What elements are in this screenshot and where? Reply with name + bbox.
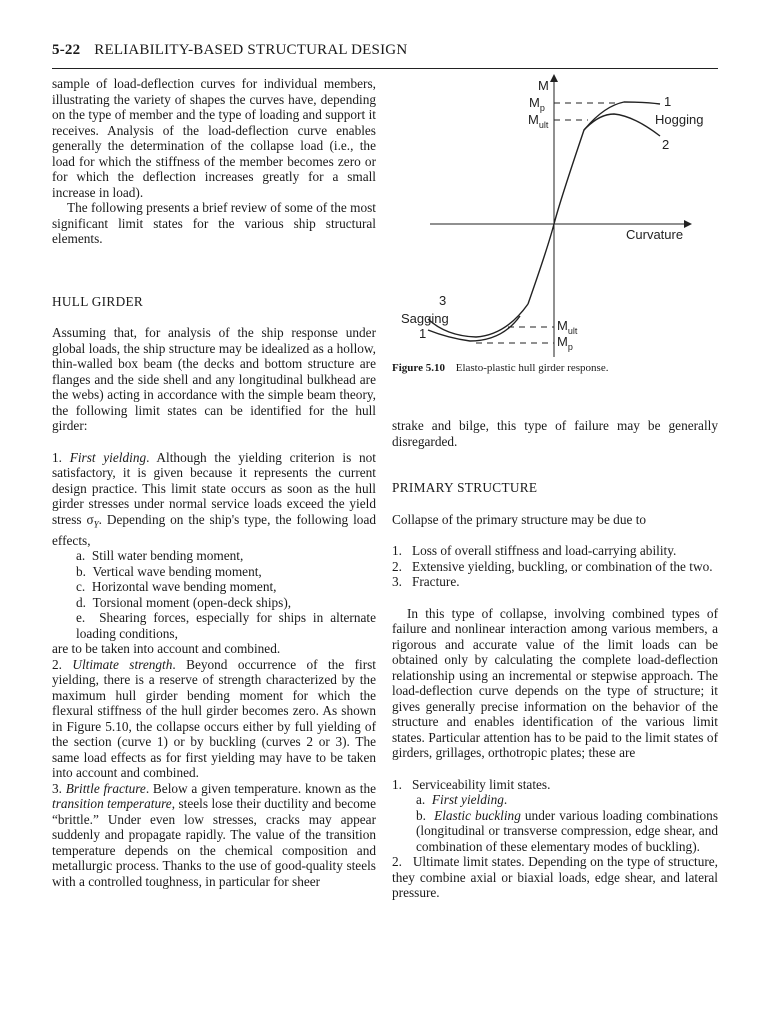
left-column	[52, 76, 376, 889]
collapse-cause-item: 3. Fracture.	[392, 574, 460, 589]
caption-text: Elasto-plastic hull girder response.	[455, 362, 609, 374]
first-yielding-subitem: a. First yielding.	[416, 792, 508, 807]
collapse-cause-item: 1. Loss of overall stiffness and load-carrying ability.	[392, 543, 677, 558]
curve-3-label: 3	[439, 293, 447, 308]
curve-1-hogging	[528, 102, 660, 304]
primary-structure-heading: PRIMARY STRUCTURE	[392, 480, 538, 495]
hull-girder-heading: HULL GIRDER	[52, 293, 144, 309]
mult-label: $M_{ult}$	[528, 112, 549, 130]
load-effect-item: a. Still water bending moment,	[76, 548, 244, 564]
hull-girder-paragraph: Assuming that, for analysis of the ship response under global loads, the ship structure may be idealized as a hollow, thin-walled box beam (the decks and bottom structure are flanges and the side shell and any longitudinal bulkhead are the webs) acting in accordance with the simple beam theory, the following limit states can be identified for the hull girder:	[52, 325, 376, 433]
combined-failure-paragraph: In this type of collapse, involving combined types of failure and nonlinear interaction among various members, a rigorous and accurate value of the limit loads can be obtained only by calculating the complete load-deflection relationship using an incremental or stepwise approach. The load-deflection curve depends on the type of structure; it gives generally precise information on the behavior of the structure and enables identification of the various limit states. Particular attention has to be paid to the limit states of girders, grillages, orthotropic plates; these are	[392, 605, 718, 760]
caption-label: Figure 5.10	[392, 362, 445, 374]
page-header	[52, 42, 718, 69]
collapse-cause-item: 2. Extensive yielding, buckling, or combination of the two.	[392, 558, 713, 574]
load-effects-end: are to be taken into account and combined.	[52, 641, 281, 657]
ultimate-limit-item: 2. Ultimate limit states. Depending on the type of structure, they combine axial or biaxial loads, edge shear, and lateral pressure.	[392, 854, 718, 900]
collapse-intro: Collapse of the primary structure may be due to	[392, 511, 647, 527]
ultimate-strength-item: 2. Ultimate strength. Beyond occurrence of the first yielding, there is a reserve of strength characterized by the maximum hull girder bending moment for which the flexural stiffness of the hull girder becomes zero. As shown in Figure 5.10, the collapse occurs either by full yielding of the section (curve 1) or by buckling (curves 2 or 3). The same load effects as for first yielding may have to be taken into account and combined.	[52, 656, 376, 781]
sagging-label: Sagging	[401, 311, 449, 326]
figure-caption	[392, 362, 718, 375]
load-effects-list	[52, 548, 376, 641]
curve-2-label: 2	[662, 137, 670, 152]
curvature-label: Curvature	[626, 227, 684, 242]
moment-label: M	[538, 78, 549, 93]
intro-paragraph: sample of load-deflection curves for individual members, illustrating the variety of shapes the curves have, depending on the type of member and the type of loading and support it receives. Analysis of the load-deflection curve enables generally the determination of the collapse load (i.e., the load for which the stiffness of the member becomes zero or for which the deflection increases greatly for a small increase in load).	[52, 76, 376, 200]
serviceability-item: 1. Serviceability limit states.	[392, 776, 551, 792]
load-effect-item: c. Horizontal wave bending moment,	[76, 579, 277, 595]
right-column	[392, 418, 718, 901]
moment-curvature-diagram	[392, 72, 718, 362]
mp-label: $M_p$	[529, 95, 545, 113]
first-yielding-item: 1. First yielding. Although the yielding criterion is not satisfactory, it is given because it represents the current design practice. This limit state occurs as soon as the hull girder stresses under normal service loads exceed the yield stress $\sigma_Y$. Depending on the ship's type, the following load effects,	[52, 449, 376, 548]
sheer-strake-paragraph: strake and bilge, this type of failure may be generally disregarded.	[392, 418, 718, 449]
sagging-curve-1-label: 1	[419, 326, 427, 341]
figure-5-10	[392, 72, 718, 362]
mp-sagging-label: $M_p$	[557, 334, 573, 352]
running-title: RELIABILITY-BASED STRUCTURAL DESIGN	[94, 42, 408, 58]
curve-1-label: 1	[664, 94, 672, 109]
load-effect-item: e. Shearing forces, especially for ships in alternate loading conditions,	[76, 610, 376, 641]
load-effect-item: d. Torsional moment (open-deck ships),	[76, 594, 292, 610]
brittle-fracture-item: 3. Brittle fracture. Below a given temperature. known as the transition temperature, steels lose their ductility and become “brittle.” Under even low stresses, cracks may appear suddenly and propagate rapidly. The value of the transition temperature depends on the chemical composition and metallurgic process. Thanks to the use of good-quality steels with a controlled toughness, in particular for sheer	[52, 780, 376, 889]
hogging-label: Hogging	[655, 112, 704, 127]
load-effect-item: b. Vertical wave bending moment,	[76, 563, 262, 579]
page-number: 5-22	[52, 42, 81, 58]
mult-sagging-label: $M_{ult}$	[557, 318, 578, 336]
review-paragraph: The following presents a brief review of some of the most significant limit states for the various ship structural elements.	[52, 200, 376, 246]
elastic-buckling-subitem: b. Elastic buckling under various loading combinations (longitudinal or transverse compression, edge shear, and combination of these elementary modes of buckling).	[416, 807, 719, 854]
